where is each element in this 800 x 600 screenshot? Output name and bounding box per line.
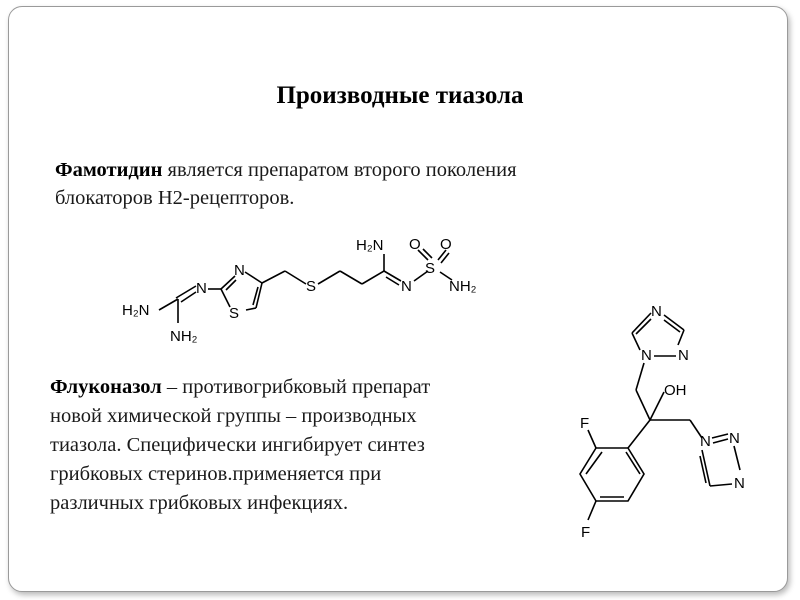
famotidine-nh2-bottom: NH₂: [170, 328, 198, 345]
famotidine-text-line1: является препаратом второго поколения: [162, 159, 517, 181]
fluconazole-text-line1: – противогрибковый препарат: [161, 376, 431, 398]
fluconazole-text-line3: тиазола. Специфически ингибирует синтез: [50, 434, 425, 456]
famotidine-text-line2: блокаторов H2-рецепторов.: [55, 187, 295, 209]
fluconazole-n-top2: N: [678, 347, 689, 364]
fluconazole-name: Флуконазол: [50, 376, 162, 398]
fluconazole-n-right1: N: [700, 433, 711, 450]
fluconazole-n-top3: N: [641, 347, 652, 364]
famotidine-h2n-left: H₂N: [122, 302, 150, 319]
famotidine-s-chain: S: [306, 278, 317, 295]
fluconazole-n-right2: N: [729, 430, 740, 447]
famotidine-o2: O: [440, 236, 452, 253]
fluconazole-n-top1: N: [651, 303, 662, 320]
fluconazole-text-line4: грибковых стеринов.применяется при: [50, 463, 382, 485]
famotidine-s-ring: S: [229, 305, 240, 322]
famotidine-n-amidine: N: [196, 280, 207, 297]
fluconazole-n-right3: N: [734, 475, 745, 492]
famotidine-o1: O: [409, 236, 421, 253]
fluconazole-f2: F: [581, 524, 591, 541]
famotidine-n-sulf: N: [401, 278, 412, 295]
fluconazole-text-line5: различных грибковых инфекциях.: [50, 492, 349, 514]
slide-title: Производные тиазола: [276, 82, 524, 109]
famotidine-s-sulf: S: [425, 260, 436, 277]
fluconazole-text-line2: новой химической группы – производных: [50, 405, 417, 427]
famotidine-h2n-top: H₂N: [356, 237, 384, 254]
fluconazole-oh: OH: [664, 382, 687, 399]
famotidine-n-ring: N: [234, 262, 245, 279]
famotidine-name: Фамотидин: [55, 159, 163, 181]
fluconazole-f1: F: [580, 415, 590, 432]
famotidine-nh2-sulf: NH₂: [449, 278, 477, 295]
